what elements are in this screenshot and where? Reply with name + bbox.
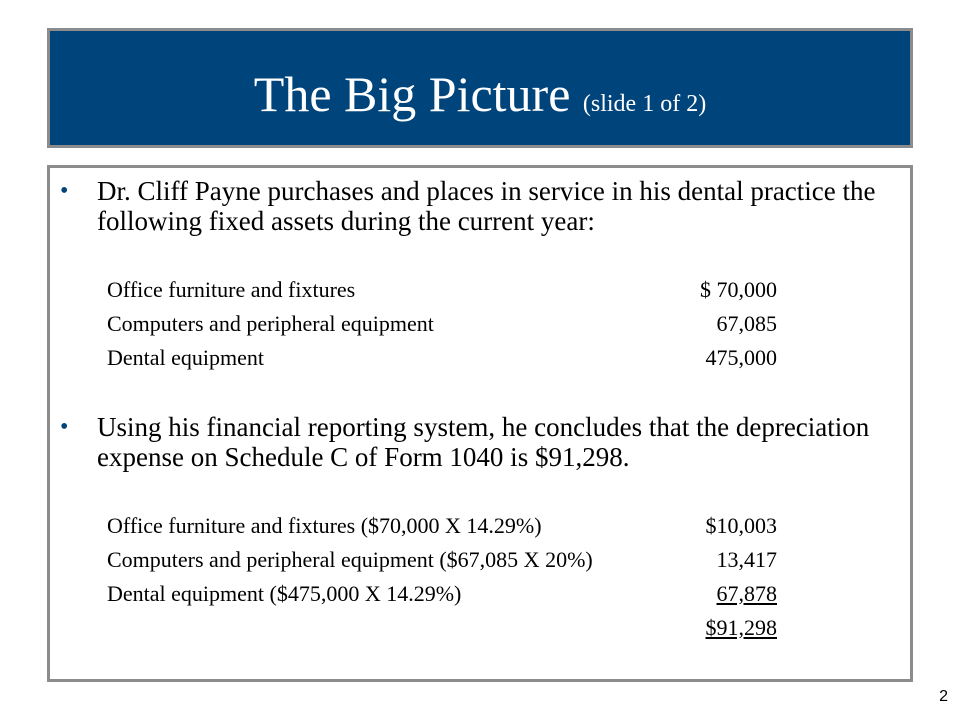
bullet-depreciation	[60, 412, 880, 472]
depreciation-amount: 67,878	[716, 581, 777, 606]
asset-amount: 475,000	[705, 345, 777, 370]
depreciation-label: Office furniture and fixtures ($70,000 X 14.29%)	[107, 513, 542, 538]
slide-subtitle: (slide 1 of 2)	[582, 91, 707, 117]
depreciation-row	[107, 545, 777, 575]
bullet-purchases	[60, 176, 880, 236]
depreciation-amount: 13,417	[716, 547, 777, 572]
depreciation-label: Dental equipment ($475,000 X 14.29%)	[107, 581, 462, 606]
bullet-marker: •	[60, 178, 69, 204]
asset-row	[107, 343, 777, 373]
depreciation-row	[107, 511, 777, 541]
asset-amount: 67,085	[716, 311, 777, 336]
title-bar	[47, 28, 913, 148]
asset-label: Office furniture and fixtures	[107, 277, 356, 302]
depreciation-row	[107, 579, 777, 609]
depreciation-total: $91,298	[705, 615, 777, 640]
bullet-text: Dr. Cliff Payne purchases and places in service in his dental practice the following fixed assets during the current year:	[97, 176, 876, 236]
asset-label: Dental equipment	[107, 345, 265, 370]
page-number: 2	[939, 688, 948, 705]
depreciation-label: Computers and peripheral equipment ($67,085 X 20%)	[107, 547, 593, 572]
slide-title	[253, 66, 707, 122]
asset-row	[107, 275, 777, 305]
bullet-marker: •	[60, 414, 69, 440]
asset-amount: $ 70,000	[700, 277, 777, 302]
depreciation-total-row	[107, 613, 777, 643]
depreciation-amount: $10,003	[705, 513, 777, 538]
slide-title-main: The Big Picture	[253, 66, 571, 122]
content-box	[47, 165, 913, 682]
bullet-text: Using his financial reporting system, he concludes that the depreciation expense on Schedule C of Form 1040 is $91,298.	[97, 412, 870, 472]
asset-row	[107, 309, 777, 339]
asset-label: Computers and peripheral equipment	[107, 311, 434, 336]
